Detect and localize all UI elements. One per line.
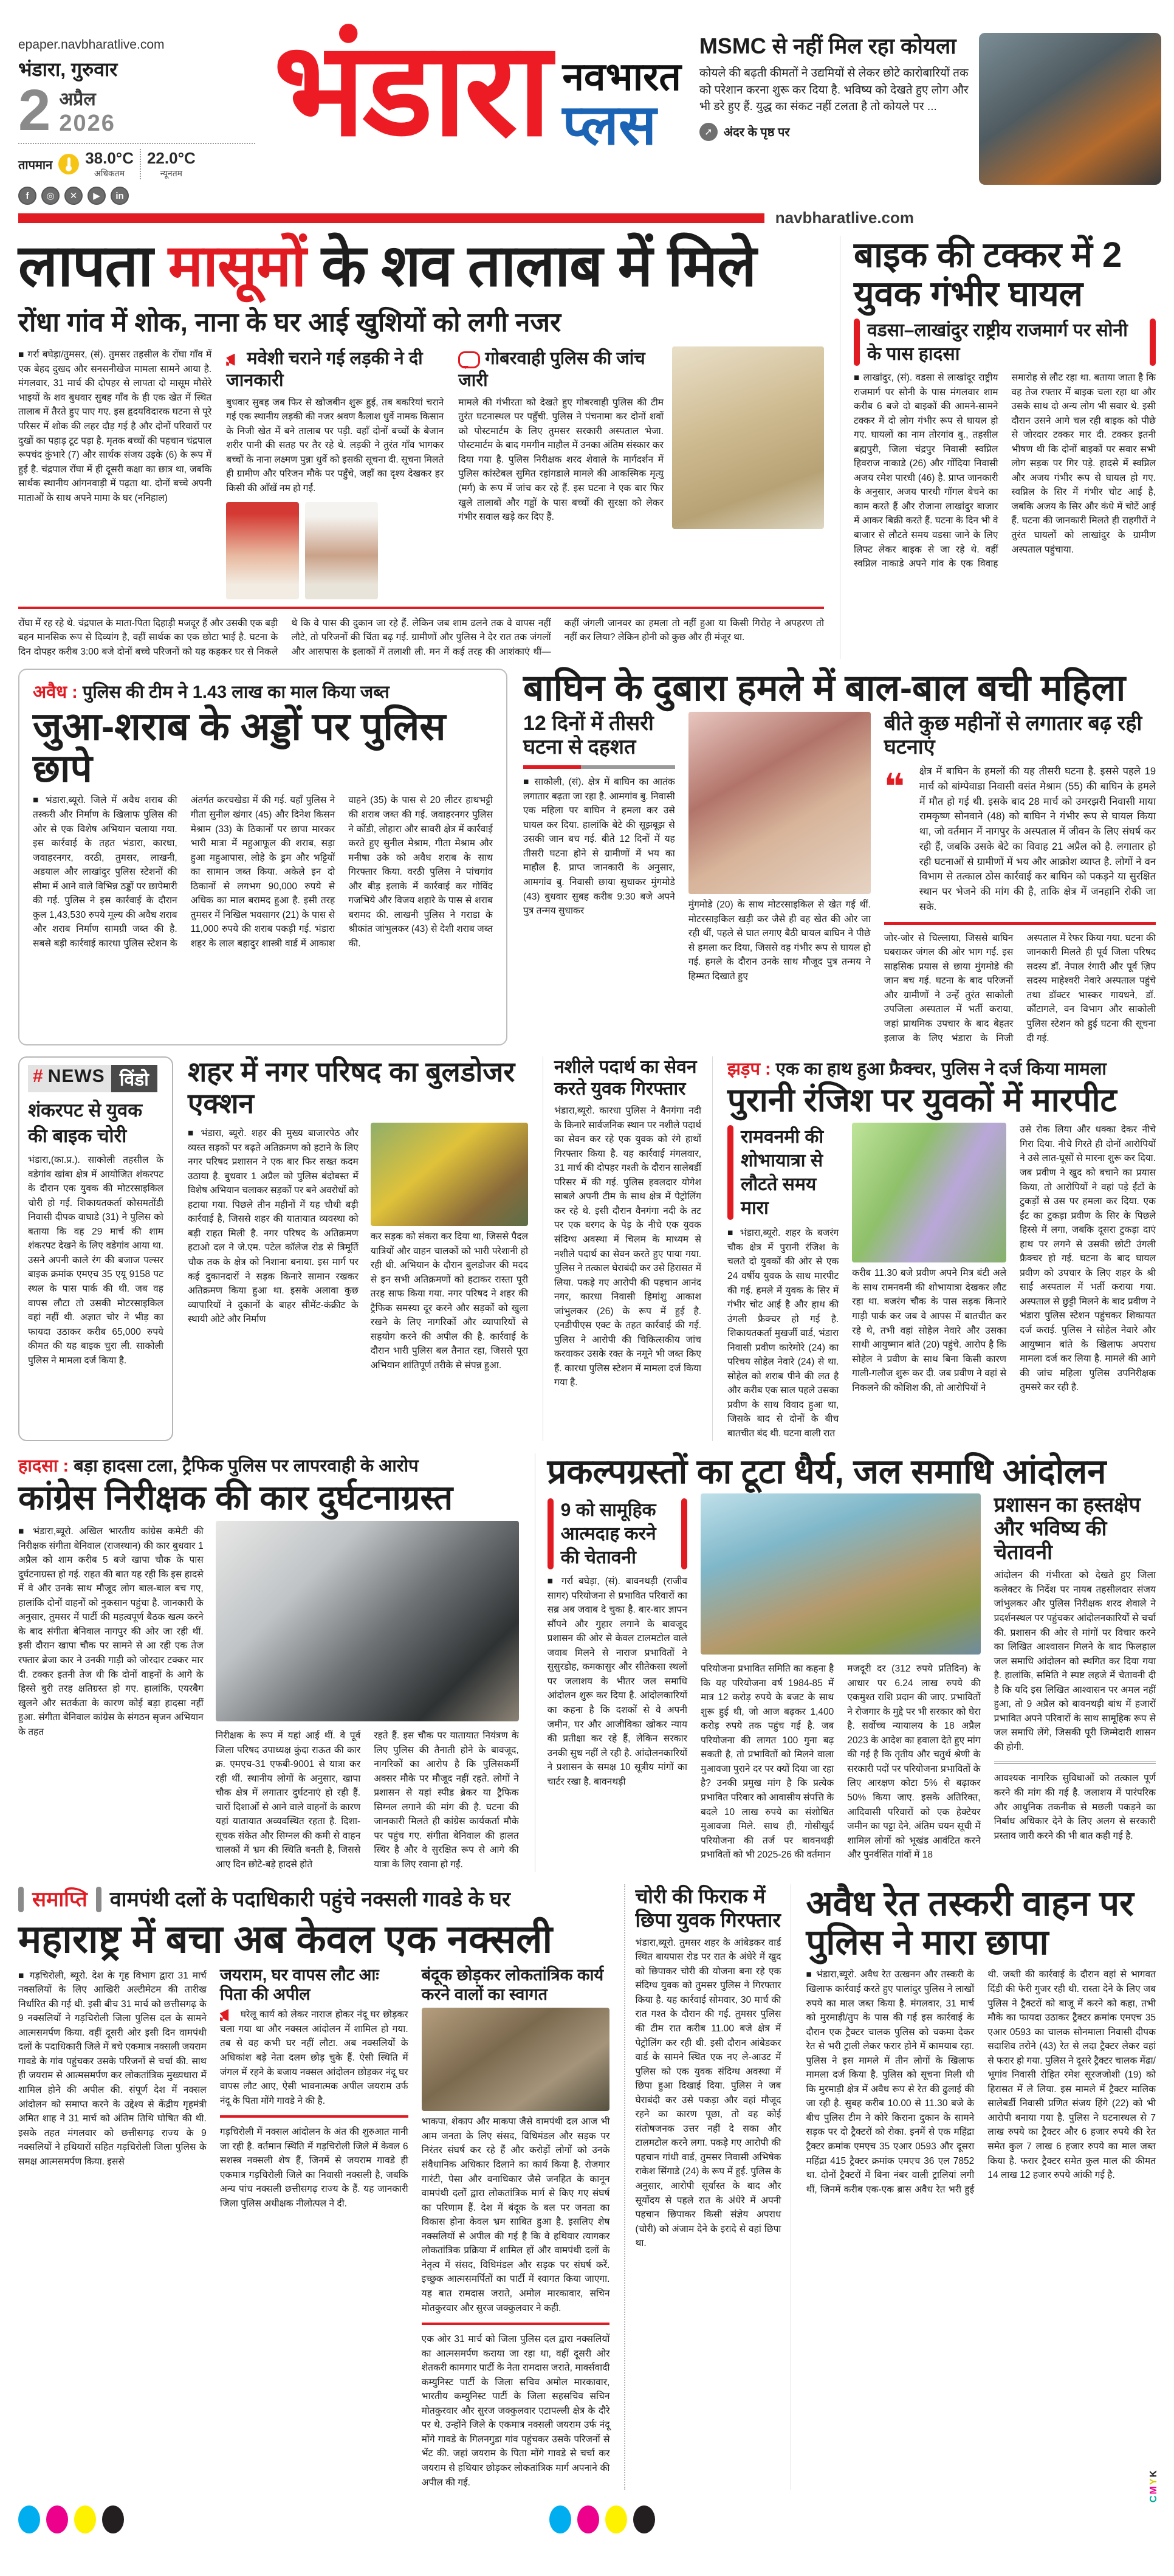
naxal-appeal-body: घरेलू कार्य को लेकर नाराज होकर नंदू घर छोड़कर चला गया था और नक्सल आंदोलन में शामिल हो गया. तब से वह कभी घर नहीं लौटा. अब नक्सलियों के अधिकांश बड़े नेता दलम छोड़ चुके हैं. ऐसी स्थिति में जंगल में रहने के बजाय नक्सल आंदोलन छोड़कर नंदू घर वापस लौट आए, ऐसी भावनात्मक अपील जयराम उर्फ नंदू के पिता मोंगे गावडे ने की है. — [219, 2009, 408, 2106]
damaged-car-photo — [216, 1521, 519, 1721]
lead-subhead: रोंधा गांव में शोक, नाना के घर आई खुशियों को लगी नजर — [18, 308, 561, 338]
black-dot — [633, 2505, 655, 2533]
hash-icon: # — [28, 1065, 46, 1092]
bike-body: ■ लाखांदुर, (सं). वडसा से लाखांदूर राष्ट्रीय राजमार्ग पर सोनी के पास मंगलवार शाम करीब 6 बजे दो बाइकों की आमने-सामने टक्कर में दो लोग गंभीर रूप से घायल हो गए. घायलों का नाम तोरगांव बु., तहसील ब्रह्मपुरी, जिला चंद्रपुर निवासी स्वप्निल हिवराज नाकाडे (26) और गोंदिया निवासी अजय रमेश पारधी (46) है. प्राप्त जानकारी के अनुसार, अजय पारधी गॉगल बेचने का काम करते हैं और रोजाना लाखांदुर बाजार में आकर बिक्री करते हैं. घटना के दिन भी वे बाजार से लौटते समय वडसा जाने के लिए लिफ्ट लेकर बाइक से जा रहे थे. वहीं स्वप्निल नाकाडे अपने गांव के एक विवाह समारोह से लौट रहा था. बताया जाता है कि वह तेज रफ्तार में बाइक चला रहा था और उसके साथ दो अन्य लोग भी सवार थे. इसी दौरान उसने आगे चल रही बाइक को पीछे से जोरदार टक्कर मार दी. टक्कर इतनी भीषण थी कि दोनों बाइकों पर सवार सभी लोग सड़क पर गिर पड़े. हादसे में स्वप्निल और अजय गंभीर रूप से घायल हो गए. स्वप्निल के सिर में गंभीर चोट आई है, जबकि अजय के सिर और कंधे में चोटें आई हैं. घटना की जानकारी मिलते ही राहगीरों ने तुरंत घायलों को लाखांदुर के ग्रामीण अस्पताल पहुंचाया. — [854, 372, 1156, 570]
hospital-victim-photo — [688, 712, 871, 894]
missing-child-photo-1 — [226, 502, 299, 599]
red-separator — [220, 2115, 408, 2118]
youtube-icon[interactable]: ▶ — [88, 187, 106, 205]
black-dot — [102, 2505, 124, 2533]
temp-min-label: न्यूनतम — [160, 168, 183, 179]
news-window-header — [28, 1065, 163, 1092]
lead-body-col1: ■ गर्रा बघेड़ा/तुमसर, (सं). तुमसर तहसील के रोंघा गाँव में एक बेहद दुखद और सनसनीखेज मामला सामने आया है. मंगलवार, 31 मार्च की दोपहर से लापता दो मासूम मौसेरे भाइयों के शव बुधवार सुबह गाँव के ही एक खेत में स्थित तालाब में तैरते हुए पाए गए. इस हृदयविदारक घटना से पूरे परिसर में शोक की लहर दौड़ गई है और दोनों परिवारों पर दुखों का पहाड़ टूट पड़ा है. मृतक बच्चों की पहचान चंद्रपाल रूपचंद कुंभारे (7) और सार्थक संजय उइके (6) के रूप में हुई है. चंद्रपाल रोंघा में ही दूसरी कक्षा का छात्र था, जबकि सार्थक स्थानीय आंगनवाड़ी में पढ़ता था. दोनों बच्चे अपनी माताओं के साथ अपने मामा के घर (ननिहाल) — [18, 350, 212, 503]
drugs-body: भंडारा,ब्यूरो. कारधा पुलिस ने वैनगंगा नदी के किनारे सार्वजनिक स्थान पर नशीले पदार्थ का सेवन कर रहे एक युवक को रंगे हाथों गिरफ्तार किया है. यह कार्रवाई मंगलवार, 31 मार्च की दोपहर गश्ती के दौरान सालेबर्डी परिसर में की गई. पुलिस हवलदार योगेश साबले अपनी टीम के साथ क्षेत्र में पेट्रोलिंग कर रहे थे. इसी दौरान वैनगंगा नदी के तट पर एक बरगद के पेड़ के नीचे एक युवक संदिग्ध अवस्था में चिलम के माध्यम से नशीले पदार्थ का सेवन करते हुए पाया गया. पुलिस ने तत्काल घेराबंदी कर उसे हिरासत में लिया. पकड़े गए आरोपी की पहचान आनंद नगर, कारधा निवासी हिमांशु आकाश जांभुलकर (26) के रूप में हुई है. एनडीपीएस एक्ट के तहत कार्रवाई की गई. पुलिस ने आरोपी की चिकित्सकीय जांच करवाकर उसके रक्त के नमूने भी जब्त किए हैं. कारधा पुलिस स्टेशन में मामला दर्ज किया गया है. — [554, 1106, 701, 1388]
sand-headline: अवैध रेत तस्करी वाहन पर पुलिस ने मारा छापा — [806, 1883, 1134, 1963]
epaper-url-link[interactable]: epaper.navbharatlive.com — [18, 38, 165, 52]
temp-max-value: 38.0°C — [85, 149, 134, 168]
bike-theft-body: भंडारा,(का.प्र.). साकोली तहसील के वडेगांव खांबा क्षेत्र में आयोजित शंकरपट के दौरान एक युवक की मोटरसाइकिल चोरी हो गई. शिकायतकर्ता कोसमतोंडी निवासी दीपक वाघाडे (31) ने पुलिस को बताया कि वह 29 मार्च की शाम शंकरपट देखने के लिए वडेगांव आया था. उसने अपनी काले रंग की बजाज पल्सर बाइक क्रमांक एमएच 35 एयू 9158 पट स्थल के पास पार्क की थी. जब वह वापस लौटा तो उसकी मोटरसाइकिल वहां नहीं थी. अज्ञात चोर ने भीड़ का फायदा उठाकर करीब 65,000 रुपये कीमत की यह बाइक चुरा ली. साकोली पुलिस ने मामला दर्ज किया है. — [28, 1155, 163, 1366]
newspaper-logo — [273, 9, 681, 162]
promo-body: कोयले की बढ़ती कीमतों ने उद्यमियों से लेकर छोटे कारोबारियों तक को परेशान करना शुरू कर दिया है. भविष्य को देखते हुए लोग और भी डरे हुए हैं. युद्ध का संकट नहीं टलता है तो कोयले पर ... — [699, 67, 969, 114]
magenta-dot — [577, 2505, 599, 2533]
article-sand-smuggling — [806, 1884, 1156, 2490]
masthead — [18, 9, 1156, 205]
promo-more-label: अंदर के पृष्ठ पर — [723, 126, 790, 140]
cmyk-c: C — [1148, 2494, 1159, 2503]
cmyk-dots-right — [549, 2505, 655, 2533]
tiger-body-col1: ■ साकोली, (सं). क्षेत्र में बाघिन का आतंक लगातार बढ़ता जा रहा है. आमगांव बु. निवासी एक महिला पर बाघिन ने हमला कर उसे घायल कर दिया. हालांकि बेटे की सूझबूझ से उसकी जान बच गई. बीते 12 दिनों में यह तीसरी घटना होने से ग्रामीणों में भय का माहौल है. प्राप्त जानकारी के अनुसार, आमगांव बु. निवासी छाया सुधाकर मुंगमोडे (43) बुधवार सुबह करीब 9:30 बजे अपने पुत्र तन्मय सुधाकर — [523, 777, 675, 917]
car-body-col1: ■ भंडारा,ब्यूरो. अखिल भारतीय कांग्रेस कमेटी की निरीक्षक संगीता बेनिवाल (राजस्थान) की कार बुधवार 1 अप्रैल को शाम करीब 5 बजे खापा चौक के पास दुर्घटनाग्रस्त हो गई. राहत की बात यह रही कि इस हादसे में वे और उनके साथ मौजूद लोग बाल-बाल बच गए, हालांकि दोनों वाहनों को नुकसान पहुंचा है. जानकारी के अनुसार, तुमसर में पार्टी की महत्वपूर्ण बैठक खत्म करने के बाद संगीता बेनिवाल नागपुर की ओर जा रही थीं. इसी दौरान खापा चौक पर सामने से आ रही एक तेज रफ्तार ब्रेजा कार ने उनकी गाड़ी को जोरदार टक्कर मार दी. टक्कर इतनी तेज थी कि दोनों वाहनों के आगे के हिस्से बुरी तरह क्षतिग्रस्त हो गए. हालांकि, एयरबैग खुलने और सतर्कता के कारण कोई बड़ा हादसा नहीं हुआ. संगीता बेनिवाल कांग्रेस के संगठन सृजन अभियान के तहत — [18, 1526, 204, 1737]
bulldozer-body-col1: ■ भंडारा, ब्यूरो. शहर की मुख्य बाजारपेठ और व्यस्त सड़कों पर बढ़ते अतिक्रमण को हटाने के लिए नगर परिषद प्रशासन ने एक बार फिर सख्त कदम उठाया है. बुधवार 1 अप्रैल को पुलिस बंदोबस्त में विशेष अभियान चलाकर सड़कों पर बने अवरोधों को हटाया गया. पिछले तीन महीनों में यह चौथी बड़ी कार्रवाई है, जिससे शहर की यातायात व्यवस्था को बड़ी राहत मिली है. नगर परिषद के अतिक्रमण हटाओ दल ने जे.एम. पटेल कॉलेज रोड से त्रिमूर्ति चौक तक के क्षेत्र को निशाना बनाया. इस मार्ग पर कई दुकानदारों ने सड़क किनारे सामान रखकर अतिक्रमण किया हुआ था. इसके अलावा कुछ व्यापारियों ने दुकानों के बाहर सीमेंट-कंक्रीट के स्थायी ओटे और निर्माण — [188, 1128, 359, 1325]
edition-city-day: भंडारा, गुरुवार — [18, 58, 118, 80]
logo-bhandara: भंडारा — [273, 16, 549, 162]
fight-body-col3: उसे रोक लिया और धक्का देकर नीचे गिरा दिया. नीचे गिरते ही दोनों आरोपियों ने उसे लात-घूसों से मारना शुरू कर दिया. जब प्रवीण ने खुद को बचाने का प्रयास किया, तो आरोपियों ने वहां पड़े ईंटों के टुकड़ों से उस पर हमला कर दिया. एक ईंट का टुकड़ा प्रवीण के सिर के पिछले हिस्से में लगा, जबकि दूसरा टुकड़ा दाएं हाथ पर लगने से उसकी छोटी उंगली फ्रैक्चर हो गई. घटना के बाद घायल प्रवीण को उपचार के लिए शहर के श्री साईं अस्पताल में भर्ती कराया गया. अस्पताल से छुट्टी मिलने के बाद प्रवीण ने भंडारा पुलिस स्टेशन पहुंचकर शिकायत दर्ज कराई. पुलिस ने सोहेल नेवारे और आयुष्मान बांते के खिलाफ अपराध मामला दर्ज कर लिया है. मामले की आगे की जांच महिला पुलिस उपनिरीक्षक तुमसरे कर रही है. — [1020, 1124, 1156, 1393]
temp-max-label: अधिकतम — [94, 168, 125, 179]
masthead-info — [18, 9, 255, 205]
red-separator — [884, 922, 1156, 925]
article-youth-fight — [727, 1056, 1156, 1441]
fight-subhead-box — [727, 1125, 839, 1220]
megaphone-icon — [226, 354, 242, 366]
lead-deck-police: गोबरवाही पुलिस की जांच जारी — [458, 349, 645, 391]
date-month: अप्रैल — [59, 89, 96, 110]
red-bar — [727, 1125, 733, 1220]
news-window-label: NEWS — [46, 1065, 111, 1092]
naxal-headline: महाराष्ट्र में बचा अब केवल एक नक्सली — [18, 1917, 553, 1961]
article-jal-samadhi — [535, 1453, 1156, 1872]
lead-headline-red-word: मासूमों — [168, 233, 306, 299]
protest-warning-box — [548, 1498, 687, 1569]
article-bulldozer-action — [188, 1056, 528, 1441]
tiger-quote: ❝ क्षेत्र में बाघिन के हमलों की यह तीसरी घटना है. इससे पहले 19 मार्च को बांम्पेवाडा निवासी वसंत मेश्राम (55) की बाघिन के हमले में मौत हो गई थी. इसके बाद 28 मार्च को उमरझरी निवासी माया रामकृष्ण सोनवाने (48) को बाघिन ने गंभीर रूप से घायल किया था, जो वर्तमान में नागपुर के अस्पताल में जीवन के लिए संघर्ष कर रही हैं, जबकि उसके बेटे का विवाह 21 अप्रैल को है. लगातार हो रही घटनाओं से ग्रामीणों में भय और आक्रोश व्याप्त है. लोगों ने वन विभाग से तत्काल ठोस कार्रवाई कर बाघिन को पकड़ने या सुरक्षित स्थान पर भेजने की मांग की है, ताकि क्षेत्र में जनहानि रोकी जा सके. — [884, 764, 1156, 915]
protest-warning: 9 को सामूहिक आत्मदाह करने की चेतावनी — [560, 1500, 656, 1568]
protest-body-col2: परियोजना प्रभावित समिति का कहना है कि यह परियोजना वर्ष 1984-85 में मात्र 12 करोड़ रुपये के बजट के साथ शुरू हुई थी, जो आज बढ़कर 1,400 करोड़ रुपये तक पहुंच गई है. जब परियोजना की लागत 100 गुना बढ़ सकती है, तो प्रभावितों को मिलने वाला मुआवजा पुराने दर पर क्यों दिया जा रहा है? उनकी प्रमुख मांग है कि प्रत्येक प्रभावित परिवार को आवासीय संपत्ति के बदले 10 लाख रुपये का संशोधित मुआवजा मिले. साथ ही, गोसीखुर्द परियोजना की तर्ज पर बावनथड़ी प्रभावितों को भी 2025-26 की वर्तमान — [700, 1664, 834, 1861]
protest-headline: प्रकल्पग्रस्तों का टूटा धैर्य, जल समाधि आंदोलन — [547, 1452, 1107, 1490]
bike-headline: बाइक की टक्कर में 2 युवक गंभीर घायल — [854, 235, 1122, 314]
promo-coal-teaser[interactable] — [699, 9, 1161, 185]
facebook-icon[interactable]: f — [18, 187, 36, 205]
linkedin-icon[interactable]: in — [111, 187, 129, 205]
site-name: navbharatlive.com — [775, 208, 914, 227]
tiger-body-col2: मुंगमोडे (20) के साथ मोटरसाइकिल से खेत गई थीं. मोटरसाइकिल खड़ी कर जैसे ही वह खेत की ओर जा रही थीं, पहले से घात लगाए बैठी घायल बाघिन ने पीछे से हमला कर दिया, जिससे वह गंभीर रूप से घायल हो गई. हमले के दौरान उनके साथ मौजूद पुत्र तन्मय ने हिम्मत दिखाते हुए — [688, 899, 871, 982]
article-drug-arrest — [543, 1056, 713, 1441]
bulldozer-body-col2: कर सड़क को संकरा कर दिया था, जिससे पैदल यात्रियों और वाहन चालकों को भारी परेशानी हो रही थी. अभियान के दौरान बुलडोजर की मदद से इन सभी अतिक्रमणों को हटाकर रास्ता पूरी तरह साफ किया गया. नगर परिषद ने शहर की ट्रैफिक समस्या दूर करने और सड़कों को खुला रखने के लिए नागरिकों और व्यापारियों से सहयोग करने की अपील की है. कार्रवाई के दौरान भारी पुलिस बल तैनात रहा, जिससे पूरा अभियान शांतिपूर्ण तरीके से संपन्न हुआ. — [370, 1231, 528, 1371]
lead-headline-part1: लापता — [18, 233, 168, 299]
x-twitter-icon[interactable]: ✕ — [64, 187, 83, 205]
article-liquor-raids — [18, 669, 507, 1045]
lead-body-police: मामले की गंभीरता को देखते हुए गोबरवाही पुलिस की टीम तुरंत घटनास्थल पर पहुँची. पुलिस ने पंचनामा कर दोनों शवों को पोस्टमार्टम के लिए तुमसर सरकारी अस्पताल भेजा. पोस्टमार्टम के बाद गमगीन माहौल में उनका अंतिम संस्कार कर दिया गया है. पुलिस निरीक्षक शरद शेवाले के मार्गदर्शन में पुलिस कांस्टेबल सुमित रहांगडाले मामले की आकस्मिक मृत्यु (मर्ग) के रूप में जांच कर रहे हैं. इस घटना ने एक बार फिर खुले तालाबों और गड्ढों के पास बच्चों की सुरक्षा को लेकर गंभीर सवाल खड़े कर दिए हैं. — [458, 397, 664, 523]
bike-subhead: वडसा–लाखांदुर राष्ट्रीय राजमार्ग पर सोनी के पास हादसा — [867, 320, 1128, 364]
gray-divider — [994, 1762, 1156, 1764]
promo-title: MSMC से नहीं मिल रहा कोयला — [699, 33, 956, 58]
tiger-subhead-2: बीते कुछ महीनों से लगातार बढ़ रही घटनाएं — [884, 711, 1142, 759]
bike-theft-headline: शंकरपट से युवक की बाइक चोरी — [28, 1100, 143, 1147]
victim-photos — [226, 502, 444, 599]
missing-child-photo-2 — [305, 502, 378, 599]
naxal-kicker: वामपंथी दलों के पदाधिकारी पहुंचे नक्सली गावडे के घर — [109, 1887, 510, 1911]
cmyk-k: K — [1148, 2469, 1159, 2478]
naxal-welcome-headline: बंदूक छोड़कर लोकतांत्रिक कार्य करने वालों का स्वागत — [421, 1965, 604, 2003]
article-missing-children — [18, 233, 824, 659]
raids-headline: जुआ-शराब के अड्डों पर पुलिस छापे — [33, 704, 446, 791]
protest-body-col1: ■ गर्रा बघेड़ा, (सं). बावनथड़ी (राजीव सागर) परियोजना से प्रभावित परिवारों का सब्र अब जवाब दे चुका है. बार-बार ज्ञापन सौंपने और गुहार लगाने के बावजूद प्रशासन की ओर से केवल टालमटोल वाले जवाब मिलने से नाराज प्रभावितों ने सुसुरडोह, कमकासुर और सीतेकसा स्थलों पर जलाशय के भीतर जल समाधि आंदोलन शुरू कर दिया है. आंदोलकारियों का कहना है कि दशकों से वे अपनी जमीन, घर और आजीविका खोकर न्याय की प्रतीक्षा कर रहे हैं, लेकिन सरकार उनकी सुध नहीं ले रही है. आंदोलनकारियों ने प्रशासन के समक्ष 10 सूत्रीय मांगों का चार्टर रखा है. बावनथड़ी — [547, 1576, 687, 1787]
gray-bar — [18, 1887, 24, 1912]
red-bracket-left — [854, 319, 860, 366]
hidden-body: भंडारा,ब्यूरो. तुमसर शहर के आंबेडकर वार्ड स्थित बायपास रोड पर रात के अंधेरे में खुद को छिपाकर चोरी की योजना बना रहे एक संदिग्ध युवक को तुमसर पुलिस ने गिरफ्तार किया है. यह कार्रवाई सोमवार, 30 मार्च की रात गश्त के दौरान की गई. तुमसर पुलिस की टीम रात करीब 11.00 बजे क्षेत्र में पेट्रोलिंग कर रही थी. इसी दौरान आंबेडकर वार्ड के सामने स्थित एक नए ले-आउट में पुलिस को एक युवक संदिग्ध अवस्था में छिपा हुआ दिखाई दिया. पुलिस ने जब घेराबंदी कर उसे पकड़ा और वहां मौजूद रहने का कारण पूछा, तो वह कोई संतोषजनक उत्तर नहीं दे सका और टालमटोल करने लगा. पकड़े गए आरोपी की पहचान गांधी वार्ड, तुमसर निवासी अभिषेक राकेश सिंगाडे (24) के रूप में हुई. पुलिस के अनुसार, आरोपी सूर्यास्त के बाद और सूर्योदय से पहले रात के अंधेरे में अपनी पहचान छिपाकर किसी संज्ञेय अपराध (चोरी) को अंजाम देने के इरादे से वहां छिपा था. — [635, 1937, 781, 2249]
fight-body-col1: ■ भंडारा,ब्यूरो. शहर के बजरंग चौक क्षेत्र में पुरानी रंजिश के चलते दो युवकों की ओर से एक 24 वर्षीय युवक के साथ मारपीट की गई. हमले में युवक के सिर में गंभीर चोट आई है और हाथ की उंगली फ्रैक्चर हो गई है. शिकायतकर्ता मुखर्जी वार्ड, भंडारा निवासी प्रवीण कारेमोरे (24) का परिचय सोहेल नेवारे (24) से था. सोहेल को शराब पीने की लत है और करीब एक साल पहले उसका प्रवीण के साथ विवाद हुआ था, जिसके बाद से दोनों के बीच बातचीत बंद थी. घटना वाली रात — [727, 1228, 839, 1439]
article-hidden-youth — [624, 1884, 791, 2490]
car-body-col3: रहते हैं. इस चौक पर यातायात नियंत्रण के लिए पुलिस की तैनाती होने के बावजूद, नागरिकों का आरोप है कि पुलिसकर्मी अक्सर मौके पर मौजूद नहीं रहते. लोगों ने प्रशासन से यहां स्पीड ब्रेकर या ट्रैफिक सिग्नल लगाने की मांग की है. घटना की जानकारी मिलते ही कांग्रेस कार्यकर्ता मौके पर पहुंच गए. संगीता बेनिवाल की हालत स्थिर है और वे सुरक्षित रूप से आगे की यात्रा के लिए रवाना हो गईं. — [374, 1731, 519, 1870]
article-congress-car-crash — [18, 1453, 519, 1872]
article-bike-collision — [840, 236, 1156, 659]
fight-illustration — [852, 1123, 1006, 1262]
fight-headline: पुरानी रंजिश पर युवकों में मारपीट — [727, 1082, 1117, 1119]
lead-body-girl: बुधवार सुबह जब फिर से खोजबीन शुरू हुई, तब बकरियां चराने गई एक स्थानीय लड़की की नजर श्रवण कैलाश धुर्वे नामक किसान के निजी खेत में बने तालाब पर पड़ी. वहाँ दोनों बच्चों के बेजान शरीर पानी की सतह पर तैर रहे थे. लड़की ने तुरंत गाँव भागकर बच्चों के नाना लक्ष्मण पुन्ना धुर्वे को इसकी सूचना दी. सूचना मिलते ही ग्रामीण और परिजन मौके पर पहुँचे, जहाँ का दृश्य देखकर हर किसी की आँखें नम हो गईं. — [226, 397, 444, 494]
temperature-label: तापमान — [18, 158, 53, 172]
date-block — [18, 78, 255, 143]
water-protest-photo — [701, 1493, 981, 1655]
social-icons — [18, 187, 255, 205]
news-window-box — [18, 1056, 173, 1441]
fight-kicker-red: झड़प : — [727, 1059, 771, 1080]
protest-body-col5: आवश्यक नागरिक सुविधाओं को तत्काल पूर्ण करने की मांग की गई है. जलाशय में पारंपरिक और आधुनिक तकनीक से मछली पकड़ने का निर्बाध अधिकार देने के लिए अलग से सरकारी प्रस्ताव जारी करने की भी बात कही गई है. — [994, 1773, 1156, 1841]
thermometer-icon — [58, 154, 79, 174]
article-last-naxal — [18, 1884, 609, 2490]
naxal-body-cont-a: गड़चिरोली में नक्सल आंदोलन के अंत की शुरुआत मानी जा रही है. वर्तमान स्थिति में गड़चिरोली जिले में केवल 6 सशस्त्र नक्सली शेष हैं, जिनमें से जयराम गावडे ही एकमात्र गड़चिरोली जिले का निवासी नक्सली है, जबकि अन्य पांच नक्सली छत्तीसगढ़ राज्य के हैं. यह जानकारी जिला पुलिस अधीक्षक नीलोत्पल ने दी. — [219, 2127, 408, 2209]
red-bracket-left — [548, 1498, 554, 1569]
lead-headline-part2: के शव तालाब में मिले — [306, 233, 757, 299]
divider — [140, 149, 141, 179]
speech-bubble-icon — [458, 351, 480, 368]
protest-subhead-2: प्रशासन का हस्तक्षेप और भविष्य की चेतावनी — [994, 1493, 1141, 1565]
cmyk-label — [1148, 2469, 1159, 2502]
naxal-body-col1: ■ गड़चिरोली, ब्यूरो. देश के गृह विभाग द्वारा 31 मार्च नक्सलियों के लिए आखिरी अल्टीमेटम की तारीख निर्धारित की गई थी. इसी बीच 31 मार्च को छत्तीसगढ़ के 9 नक्सलियों ने गड़चिरोली जिला पुलिस दल के सामने आत्मसमर्पण किया. वहीं दूसरी ओर इसी दिन वामपंथी दलों के पदाधिकारी जिले में बचे एकमात्र नक्सली जयराम गावडे के गांव पहुंचकर उसके परिजनों से चर्चा की. साथ ही जयराम से आत्मसमर्पण कर लोकतांत्रिक मुख्यधारा में शामिल होने की अपील की. संपूर्ण देश में नक्सल आंदोलन को समाप्त करने के उद्देश्य से केंद्रीय गृहमंत्री अमित शाह ने 31 मार्च को अंतिम तिथि घोषित की थी. इसके तहत मंगलवार को छत्तीसगढ़ राज्य के 9 नक्सलियों ने हथियारों सहित गड़चिरोली जिला पुलिस के समक्ष आत्मसमर्पण किया. इससे — [18, 1970, 207, 2167]
car-body-col2: निरीक्षक के रूप में यहां आई थीं. वे पूर्व जिला परिषद उपाध्यक्ष कुंदा राऊत की कार क्र. एमएच-31 एफबी-9001 से यात्रा कर रही थीं. स्थानीय लोगों के अनुसार, खापा चौक क्षेत्र में लगातार दुर्घटनाएं हो रही हैं. चारों दिशाओं से आने वाले वाहनों के कारण यहां यातायात अव्यवस्थित रहता है. दिशा-सूचक संकेत और सिग्नल की कमी से वाहन चालकों में भ्रम की स्थिति बनती है, जिससे आए दिन छोटे-बड़े हादसे होते — [215, 1731, 361, 1870]
subhead-underline — [523, 765, 675, 769]
logo-navbharat: नवभारत — [562, 55, 681, 98]
fight-kicker: झड़प : एक का हाथ हुआ फ्रैक्चर, पुलिस ने दर्ज किया मामला — [727, 1059, 1107, 1080]
sand-body: ■ भंडारा,ब्यूरो. अवैध रेत उत्खनन और तस्करी के खिलाफ कार्रवाई करते हुए पालांदुर पुलिस ने लाखों रुपये का माल जब्त किया है. मंगलवार, 31 मार्च को मुरमाड़ी/तुप के पास की गई इस कार्रवाई के दौरान एक ट्रैक्टर चालक पुलिस को चकमा देकर रेत से भरी ट्राली लेकर फरार होने में कामयाब रहा. पुलिस ने इस मामले में तीन लोगों के खिलाफ मामला दर्ज किया है. पुलिस को सूचना मिली थी कि मुरमाड़ी क्षेत्र में अवैध रूप से रेत की ढुलाई की जा रही है. सुबह करीब 10.00 से 11.30 बजे के बीच पुलिस टीम ने कोरे किराना दुकान के सामने सड़क पर दो ट्रैक्टरों को रोका. इनमें से एक महिंद्रा ट्रैक्टर क्रमांक एमएच 35 एआर 0593 और दूसरा महिंद्रा 415 ट्रैक्टर क्रमांक एमएच 36 एल 7852 था. दोनों ट्रैक्टरों में बिना नंबर वाली ट्रालियां लगी थीं, जिनमें करीब एक-एक ब्रास अवैध रेत भरी हुई थी. जब्ती की कार्रवाई के दौरान वहां से भागवत दिंडी की फेरी गुजर रही थी. रास्ता देने के लिए जब पुलिस ने ट्रैक्टरों को बाजू में करने को कहा, तभी मौके का फायदा उठाकर ट्रैक्टर क्रमांक एमएच 35 एआर 0593 का चालक सोनमाला निवासी दीपक सदाशिव तरोने (43) रेत से लदा ट्रैक्टर लेकर वहां से फरार हो गया. पुलिस ने दूसरे ट्रैक्टर चालक मेंढा/भूगांव निवासी रोहित रमेश सूरजजोशी (19) को हिरासत में ले लिया. इस मामले में ट्रैक्टर मालिक सालेबर्डी निवासी प्रणित संजय हिंगे (22) को भी आरोपी बनाया गया है. पुलिस ने घटनास्थल से 7 लाख रुपये का ट्रैक्टर और 6 हजार रुपये की रेत समेत कुल 7 लाख 6 हजार रुपये का माल जब्त किया है. फरार ट्रैक्टर समेत कुल माल की कीमत 14 लाख 12 हजार रुपये आंकी गई है. — [806, 1969, 1156, 2195]
naxal-appeal-headline: जयराम, घर वापस लौट आः पिता की अपील — [219, 1965, 379, 2003]
protest-body-col4: आंदोलन की गंभीरता को देखते हुए जिला कलेक्टर के निर्देश पर नायब तहसीलदार संजय जांभुलकर और पुलिस निरीक्षक शरद शेवाले ने प्रदर्शनस्थल पर पहुंचकर आंदोलनकारियों से चर्चा की. प्रशासन की ओर से मांगों पर विचार करने का लिखित आश्वासन मिलने के बाद फिलहाल जल समाधि आंदोलन को स्थगित कर दिया गया है. हालांकि, समिति ने स्पष्ट लहजे में चेतावनी दी है कि यदि इस लिखित आश्वासन पर अमल नहीं हुआ, तो 9 अप्रैल को बावनथड़ी बांध में हजारों प्रभावित अपने परिवारों के साथ सामूहिक रूप से जल समाधि लेंगे, जिसकी पूरी जिम्मेदारी शासन की होगी. — [994, 1570, 1156, 1752]
drugs-headline: नशीले पदार्थ का सेवन करते युवक गिरफ्तार — [554, 1057, 697, 1100]
naxal-kicker-row — [18, 1884, 609, 1915]
cmyk-dots-left — [18, 2505, 124, 2533]
raids-kicker: अवैध : पुलिस की टीम ने 1.43 लाख का माल किया जब्त — [33, 683, 390, 703]
weather-strip — [18, 143, 255, 179]
red-separator — [18, 607, 824, 609]
naxal-welcome-body: भाकपा, शेकाप और माकपा जैसे वामपंथी दल आज भी आम जनता के लिए संसद, विधिमंडल और सड़क पर निरंतर संघर्ष कर रहे हैं और करोड़ों लोगों को उनके संवैधानिक अधिकार दिलाने का कार्य किया है. रोजगार गारंटी, पेसा और वनाधिकार जैसे जनहित के कानून वामपंथी दलों द्वारा लोकतांत्रिक मार्ग से किए गए संघर्ष का परिणाम हैं. देश में बंदूक के बल पर जनता का विकास होना केवल भ्रम साबित हुआ है. इसलिए शेष नक्सलियों से अपील की गई है कि वे हथियार त्यागकर लोकतांत्रिक प्रक्रिया में शामिल हों और वामपंथी दलों के नेतृत्व में संसद, विधिमंडल और सड़क पर संघर्ष करें. इच्छुक आत्मसमर्पितों का पार्टी में स्वागत किया जाएगा. यह बात रामदास जराते, अमोल मारकावार, सचिन मोतकुरवार और सुरज जक्कुलवार ने कही. — [421, 2116, 610, 2313]
cmyk-m: M — [1148, 2485, 1159, 2495]
logo-plus: प्लस — [562, 94, 657, 156]
naxal-kicker-red: समाप्ति — [32, 1887, 88, 1911]
date-year: 2026 — [59, 111, 115, 137]
temp-min-value: 22.0°C — [146, 149, 196, 168]
naxal-body-cont-b: एक ओर 31 मार्च को जिला पुलिस दल द्वारा नक्सलियों का आत्मसमर्पण कराया जा रहा था, वहीं दूसरी ओर शेतकरी कामगार पार्टी के नेता रामदास जराते, मार्क्सवादी कम्युनिस्ट पार्टी के जिला सचिव अमोल मारकावार, भारतीय कम्युनिस्ट पार्टी के जिला सहसचिव सचिन मोतकुरवार और सुरज जक्कुलवार एटापल्ली क्षेत्र के दौरे पर थे. उन्होंने जिले के एकमात्र नक्सली जयराम उर्फ नंदू मोंगे गावडे के गिलनगुडा गांव पहुंचकर उसके परिजनों से भेंट की. जहां जयराम के पिता मोंगे गावडे से चर्चा कर जयराम से हथियार छोड़कर लोकतांत्रिक मार्ग अपनाने की अपील की गई. — [421, 2334, 610, 2488]
hidden-headline: चोरी की फिराक में छिपा युवक गिरफ्तार — [635, 1884, 781, 1932]
print-registration-footer — [18, 2469, 1159, 2560]
bulldozer-headline: शहर में नगर परिषद का बुलडोजर एक्शन — [188, 1056, 515, 1119]
red-bracket-right — [681, 1498, 687, 1569]
protest-body-col3: मजदूरी दर (312 रुपये प्रतिदिन) के आधार पर 6.24 लाख रुपये की एकमुश्त राशि प्रदान की जाए. प्रभावितों ने रोजगार के मुद्दे पर भी सरकार को घेरा है. सर्वोच्च न्यायालय के 18 अप्रैल 2023 के आदेश का हवाला देते हुए मांग की गई है कि तृतीय और चतुर्थ श्रेणी के सरकारी पदों पर परियोजना प्रभावितों के लिए आरक्षण कोटा 5% से बढ़ाकर 50% किया जाए. इसके अतिरिक्त, आदिवासी परिवारों को एक हेक्टेयर जमीन का पट्टा देने, अंतिम चयन सूची में शामिल लोगों को भूखंड आवंटित करने और पुनर्वसित गांवों में 18 — [847, 1664, 981, 1861]
car-kicker: हादसा : बड़ा हादसा टला, ट्रैफिक पुलिस पर लापरवाही के आरोप — [18, 1456, 419, 1476]
raids-body: ■ भंडारा,ब्यूरो. जिले में अवैध शराब की तस्करी और निर्माण के खिलाफ पुलिस की ओर से एक विशेष अभियान चलाया गया. इस कार्रवाई के तहत भंडारा, कारधा, जवाहरनगर, वरठी, तुमसर, लाखनी, अडयाल और लाखांदुर पुलिस स्टेशनों की सीमा में आने वाले विभिन्न ठड्डों पर छापेमारी की गई. पुलिस ने इस कार्रवाई के दौरान कुल 1,43,530 रुपये मूल्य की अवैध शराब और शराब निर्माण सामग्री जब्त की है. सबसे बड़ी कार्रवाई कारधा पुलिस स्टेशन के अंतर्गत करचखेडा में की गई. यहाँ पुलिस ने गीता सुनील खंगार (45) और दिनेश किसन मेश्राम (33) के ठिकानों पर छापा मारकर भारी मात्रा में महुआफूल की शराब, सड़ा हुआ महुआपास, लोहे के ड्रम और भट्टियों का सामान जब्त किया. अकेले इन दो ठिकानों से लगभग 90,000 रुपये से अधिक का माल बरामद हुआ है. इसी तरह तुमसर में निखिल भवसागर (21) के पास से 11,000 रुपये की शराब पकड़ी गई. भंडारा शहर के लाल बहादुर शास्त्री वार्ड में आकाश वाहने (35) के पास से 20 लीटर हाथभट्टी की शराब जब्त की गई. जवाहरनगर पुलिस ने कोंडी, लोहारा और सावरी क्षेत्र में कार्रवाई करते हुए सुनील मेश्राम, गीता मेश्राम और मनीषा उके को अवैध शराब के साथ गिरफ्तार किया. वरठी पुलिस ने पांचगांव और बीड़ इलाके में कार्रवाई कर गोविंद गजभिये और विजय शहारे के पास से शराब बरामद की. लाखनी पुलिस ने गराडा के श्रीकांत जांभुलकर (43) से देशी शराब जब्त की. — [33, 795, 493, 949]
yellow-dot — [605, 2505, 627, 2533]
lead-headline — [18, 233, 824, 299]
tiger-subhead-1: 12 दिनों में तीसरी घटना से दहशत — [523, 711, 654, 759]
magenta-dot — [46, 2505, 68, 2533]
tiger-headline: बाघिन के दुबारा हमले में बाल-बाल बची महिला — [523, 667, 1126, 709]
yellow-dot — [74, 2505, 96, 2533]
bike-subhead-box — [854, 319, 1156, 366]
car-headline: कांग्रेस निरीक्षक की कार दुर्घटनाग्रस्त — [18, 1478, 453, 1517]
tiger-body-col3: जोर-जोर से चिल्लाया, जिससे बाघिन घबराकर जंगल की ओर भाग गई. इस साहसिक प्रयास से छाया मुंगमोडे की जान बच गई. घटना के बाद परिजनों और ग्रामीणों ने उन्हें तुरंत साकोली उपजिला अस्पताल में भर्ती कराया, जहां प्राथमिक उपचार के बाद बेहतर इलाज के लिए भंडारा के निजी अस्पताल में रेफर किया गया. घटना की जानकारी मिलते ही पूर्व जिला परिषद सदस्य डॉ. नेपाल रंगारी और पूर्व ज़िप सदस्य माहेश्वरी नेवारे अस्पताल पहुंचे तथा डॉक्टर भास्कर गायधने, डॉ. कौंटागले, वन विभाग और साकोली पुलिस स्टेशन को हुई घटना की सूचना दी गई. — [884, 932, 1156, 1044]
lead-body-continuation: रोंघा में रह रहे थे. चंद्रपाल के माता-पिता दिहाड़ी मजदूर हैं और उसकी एक बड़ी बहन मानसिक रूप से दिव्यांग है, वहीं सार्थक का एक छोटा भाई है. घटना के दिन दोपहर करीब 3:00 बजे दोनों बच्चे परिजनों को यह कहकर घर से निकले थे कि वे पास की दुकान जा रहे हैं. लेकिन जब शाम ढलने तक वे वापस नहीं लौटे, तो परिजनों की चिंता बढ़ गई. ग्रामीणों और पुलिस ने देर रात तक जंगलों और आसपास के इलाकों में तलाशी ली. मन में कई तरह की आशंकाएं थीं—कहीं जंगली जानवर का हमला तो नहीं हुआ या किसी गिरोह ने अपहरण तो नहीं कर लिया? लेकिन होनी को कुछ और ही मंजूर था. — [18, 618, 824, 657]
megaphone-icon — [220, 2009, 236, 2021]
police-team-photo — [672, 346, 824, 529]
date-day: 2 — [18, 78, 51, 143]
instagram-icon[interactable]: ◎ — [41, 187, 60, 205]
cyan-dot — [549, 2505, 571, 2533]
cyan-dot — [18, 2505, 40, 2533]
news-window-badge: विंडो — [111, 1065, 157, 1092]
gray-bar — [96, 1887, 101, 1912]
red-rule — [18, 213, 764, 223]
coal-worker-photo — [979, 33, 1161, 185]
cmyk-y: Y — [1148, 2477, 1159, 2485]
arrow-icon — [699, 123, 718, 141]
article-tigress-attack — [523, 669, 1156, 1045]
car-kicker-red: हादसा : — [18, 1456, 69, 1476]
bulldozer-photo — [371, 1123, 528, 1226]
red-separator — [422, 2323, 610, 2325]
raids-kicker-red: अवैध : — [33, 683, 78, 703]
fight-subhead: रामवनमी की शोभायात्रा से लौटते समय मारा — [741, 1127, 824, 1219]
red-bracket-right — [1150, 319, 1156, 366]
fight-body-col2: करीब 11.30 बजे प्रवीण अपने मित्र बंटी अले के साथ रामनवमी की शोभायात्रा देखकर लौट रहा था. बजरंग चौक के पास सड़क किनारे गाड़ी पार्क कर जब वे आपस में बातचीत कर रहे थे, तभी वहां सोहेल नेवारे और उसका साथी आयुष्मान बांते (20) पहुंचे. आरोप है कि सोहेल ने प्रवीण के साथ बिना किसी कारण गाली-गलौज शुरू कर दी. जब प्रवीण ने वहां से निकलने की कोशिश की, तो आरोपियों ने — [852, 1268, 1007, 1393]
lead-deck-girl: मवेशी चराने गई लड़की ने दी जानकारी — [226, 349, 423, 391]
gawde-family-photo — [422, 2008, 610, 2111]
site-bar — [18, 208, 1156, 227]
